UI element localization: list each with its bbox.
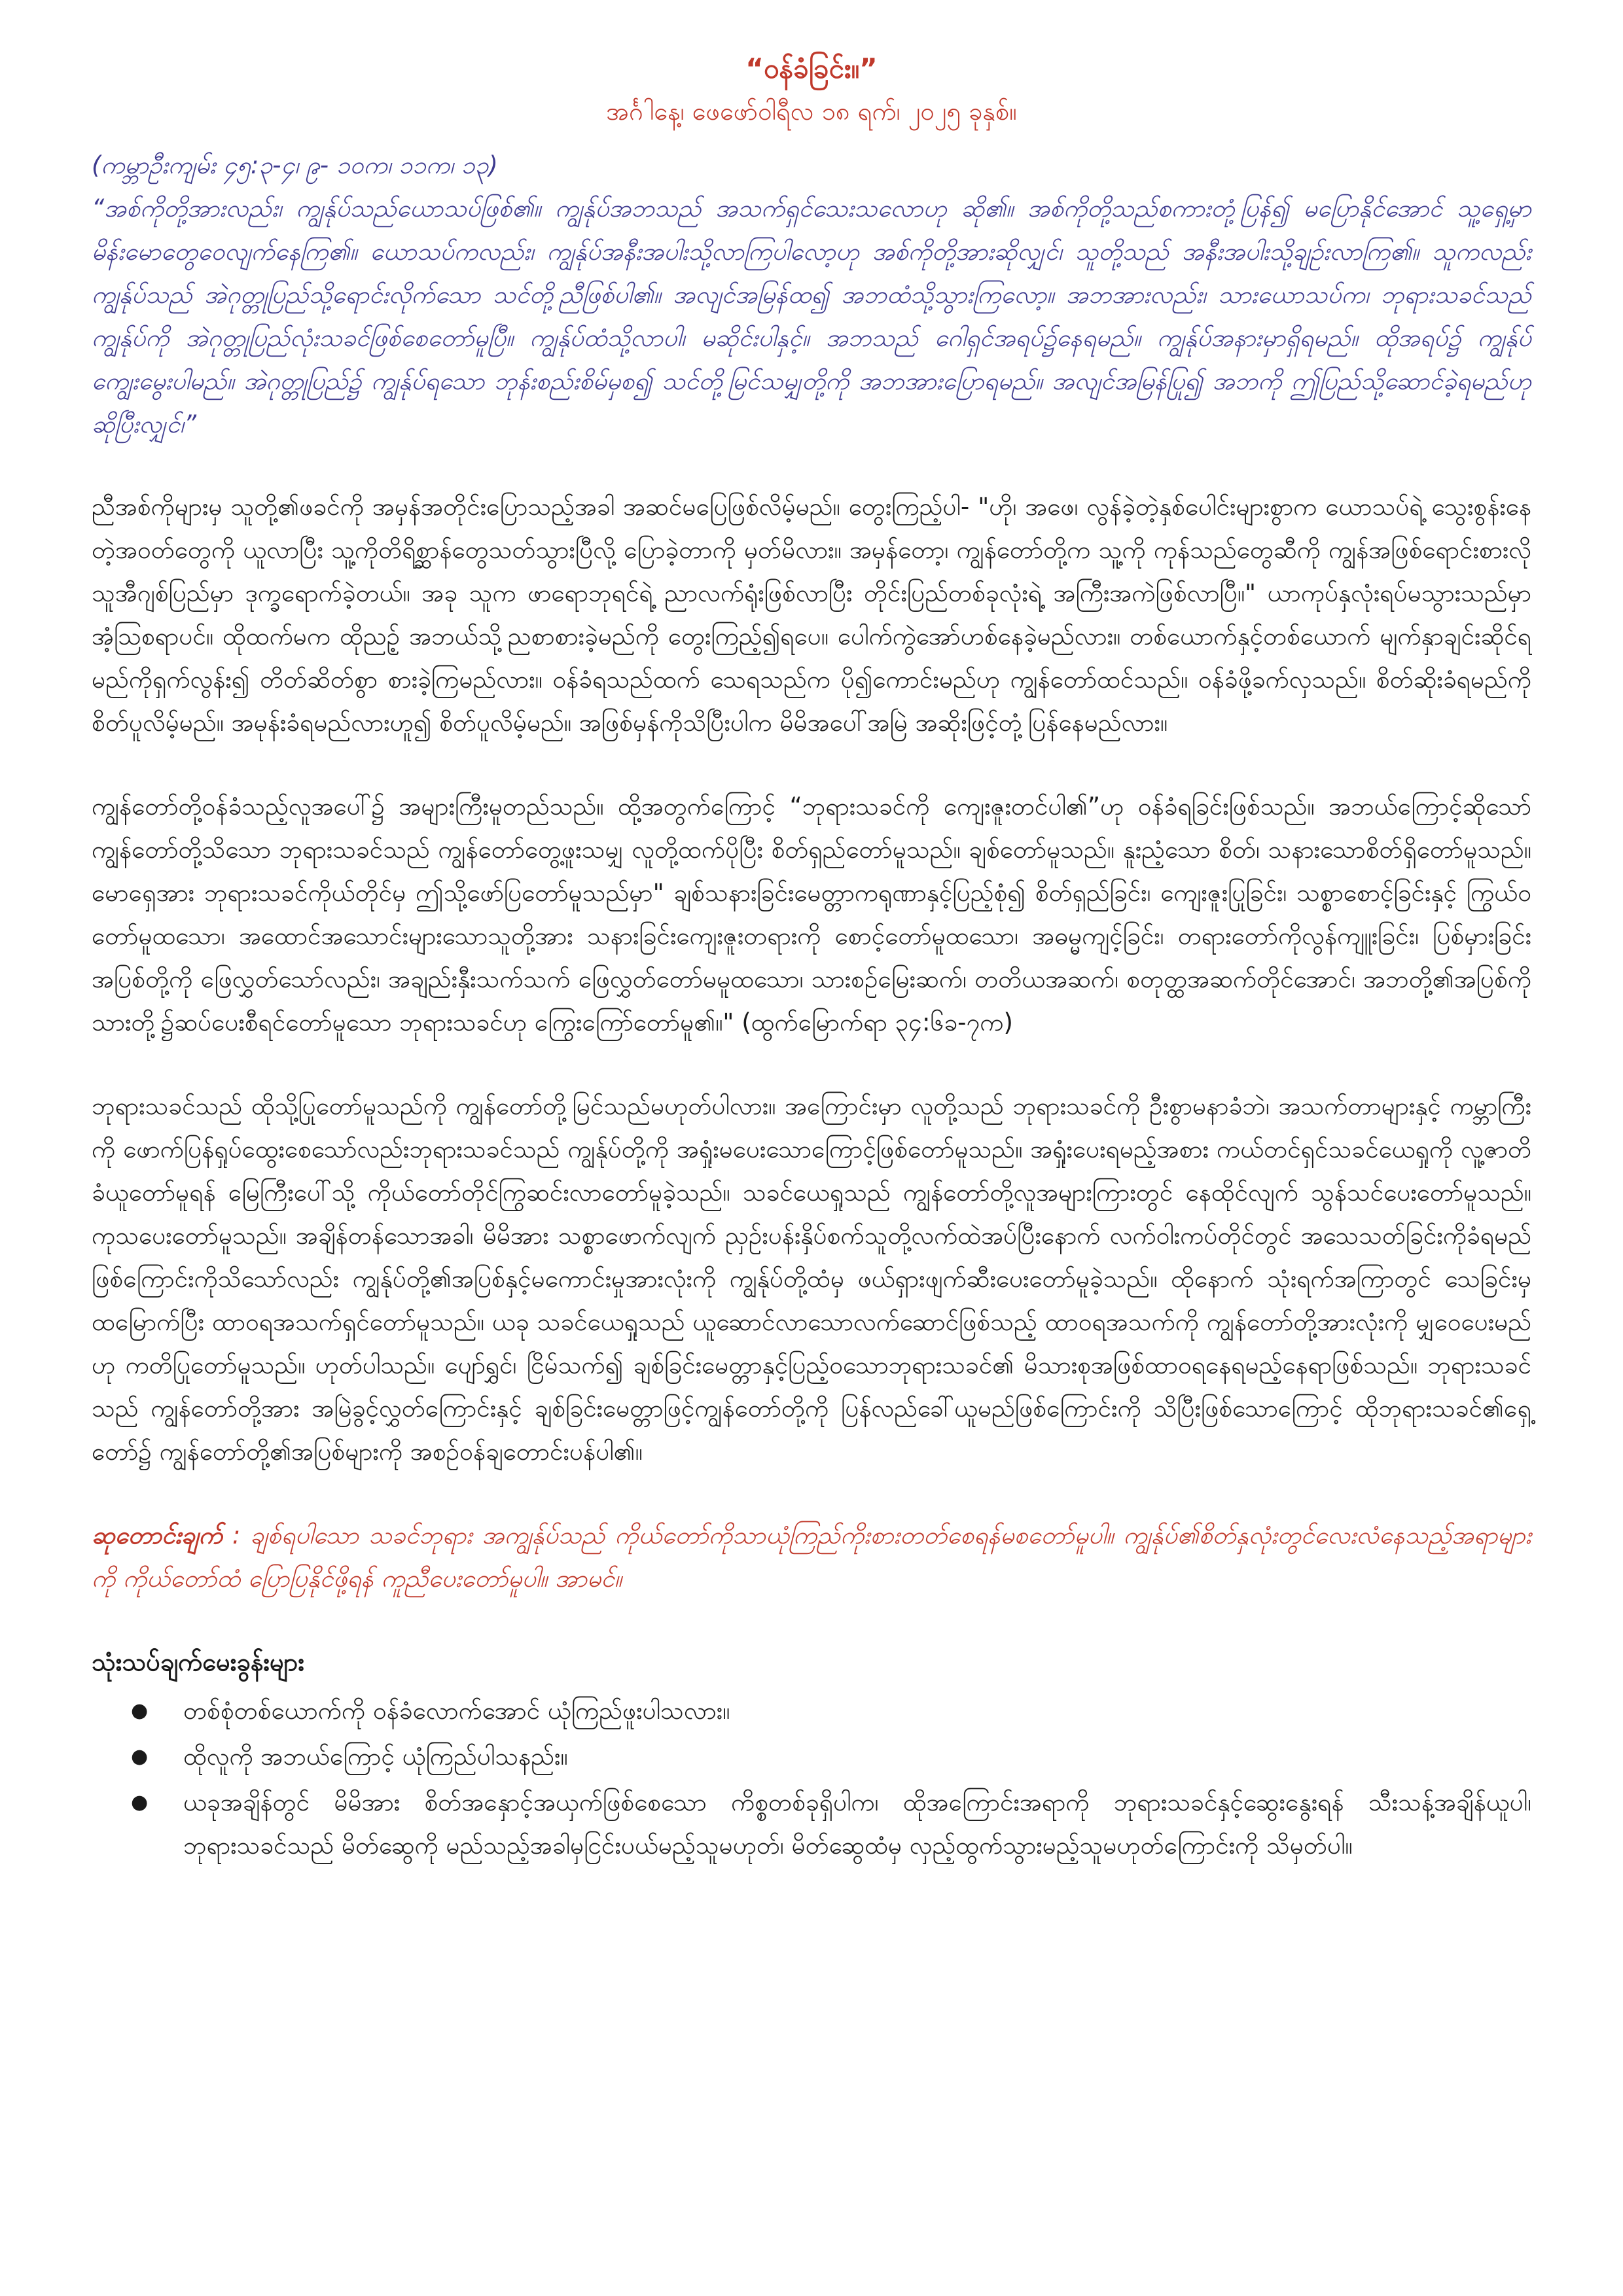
prayer-label: ဆုတောင်းချက် [92,1521,223,1549]
question-text: တစ်စုံတစ်ယောက်ကို ဝန်ခံလောက်အောင် ယုံကြည်ဖူးပါသလား။ [183,1697,730,1725]
body-paragraph-2: ကျွန်တော်တို့ဝန်ခံသည့်လူအပေါ်၌ အများကြီးမူတည်သည်။ ထို့အတွက်ကြောင့် “ဘုရားသခင်ကို ကျေးဇူးတင်ပါ၏”ဟု ဝန်ခံရခြင်းဖြစ်သည်။ အဘယ်ကြောင့်ဆိုသော် ကျွန်တော်တို့သိသော ဘုရားသခင်သည် ကျွန်တော်တွေ့ဖူးသမျှ လူတို့ထက်ပိုပြီး စိတ်ရှည်တော်မူသည်။ ချစ်တော်မူသည်။ နူးညံ့သော စိတ်၊ သနားသောစိတ်ရှိတော်မူသည်။ မောရှေအား ဘုရားသခင်ကိုယ်တိုင်မှ ဤသို့ဖော်ပြတော်မူသည်မှာ" ချစ်သနားခြင်းမေတ္တာကရုဏာနှင့်ပြည့်စုံ၍ စိတ်ရှည်ခြင်း၊ ကျေးဇူးပြုခြင်း၊ သစ္စာစောင့်ခြင်းနှင့် ကြွယ်ဝတော်မူထသော၊ အထောင်အသောင်းများသောသူတို့အား သနားခြင်းကျေးဇူးတရားကို စောင့်တော်မူထသော၊ အဓမ္မကျင့်ခြင်း၊ တရားတော်ကိုလွန်ကျူးခြင်း၊ ပြစ်မှားခြင်းအပြစ်တို့ကို ဖြေလွှတ်သော်လည်း၊ အချည်းနှီးသက်သက် ဖြေလွှတ်တော်မမူထသော၊ သားစဉ်မြေးဆက်၊ တတိယအဆက်၊ စတုတ္ထအဆက်တိုင်အောင်၊ အဘတို့၏အပြစ်ကို သားတို့၌ဆပ်ပေးစီရင်တော်မူသော ဘုရားသခင်ဟု ကြွေးကြော်တော်မူ၏။" (ထွက်မြောက်ရာ ၃၄:၆ခ-၇က) [92,792,1531,1036]
scripture-reference: (ကမ္ဘာဦးကျမ်း ၄၅:၃-၄၊ ၉- ၁၀က၊ ၁၁က၊ ၁၃) [92,151,498,179]
question-item [131,1781,1531,1867]
questions-heading: သုံးသပ်ချက်မေးခွန်းများ [92,1648,305,1676]
question-text: ယခုအချိန်တွင် မိမိအား စိတ်အနှောင့်အယှက်ဖြစ်စေသော ကိစ္စတစ်ခုရှိပါက၊ ထိုအကြောင်းအရာကို ဘုရားသခင်နှင့်ဆွေးနွေးရန် သီးသန့်အချိန်ယူပါ၊ ဘုရားသခင်သည် မိတ်ဆွေကို မည်သည့်အခါမှငြင်းပယ်မည့်သူမဟုတ်၊ မိတ်ဆွေထံမှ လှည့်ထွက်သွားမည့်သူမဟုတ်ကြောင်းကို သိမှတ်ပါ။ [183,1788,1531,1860]
question-text: ထိုလူကို အဘယ်ကြောင့် ယုံကြည်ပါသနည်း။ [183,1742,568,1771]
questions-list [92,1689,1531,1867]
devotional-date: အင်္ဂါနေ့၊ ဖေဖော်ဝါရီလ ၁၈ ရက်၊ ၂၀၂၅ ခုနှစ်။ [606,97,1017,126]
bullet-icon: ● [131,1745,149,1768]
body-paragraph-1: ညီအစ်ကိုများမှ သူတို့၏ဖခင်ကို အမှန်အတိုင်းပြောသည့်အခါ အဆင်မပြေဖြစ်လိမ့်မည်။ တွေးကြည့်ပါ- "ဟို၊ အဖေ၊ လွန်ခဲ့တဲ့နှစ်ပေါင်းများစွာက ယောသပ်ရဲ့ သွေးစွန်းနေတဲ့အဝတ်တွေကို ယူလာပြီး သူ့ကိုတိရိစ္ဆာန်တွေသတ်သွားပြီလို့ ပြောခဲ့တာကို မှတ်မိလား။ အမှန်တော့၊ ကျွန်တော်တို့က သူ့ကို ကုန်သည်တွေဆီကို ကျွန်အဖြစ်ရောင်းစားလို သူအီဂျစ်ပြည်မှာ ဒုက္ခရောက်ခဲ့တယ်။ အခု သူက ဖာရောဘုရင်ရဲ့ ညာလက်ရုံးဖြစ်လာပြီး တိုင်းပြည်တစ်ခုလုံးရဲ့ အကြီးအကဲဖြစ်လာပြီ။" ယာကုပ်နှလုံးရပ်မသွားသည်မှာအံ့ဩစရာပင်။ ထိုထက်မက ထိုညဉ့် အဘယ်သို့ညစာစားခဲ့မည်ကို တွေးကြည့်၍ရပေ။ ပေါက်ကွဲအော်ဟစ်နေခဲ့မည်လား။ တစ်ယောက်နှင့်တစ်ယောက် မျက်နှာချင်းဆိုင်ရမည်ကိုရှက်လွန်း၍ တိတ်ဆိတ်စွာ စားခဲ့ကြမည်လား။ ဝန်ခံရသည်ထက် သေရသည်က ပို၍ကောင်းမည်ဟု ကျွန်တော်ထင်သည်။ ဝန်ခံဖို့ခက်လှသည်။ စိတ်ဆိုးခံရမည်ကို စိတ်ပူလိမ့်မည်။ အမုန်းခံရမည်လားဟူ၍ စိတ်ပူလိမ့်မည်။ အဖြစ်မှန်ကိုသိပြီးပါက မိမိအပေါ်အမြဲ အဆိုးဖြင့်တုံ့ပြန်နေမည်လား။ [92,493,1531,737]
question-item [131,1689,1531,1733]
document-page [92,46,1531,2257]
prayer-text: : ချစ်ရပါသော သခင်ဘုရား အကျွန်ုပ်သည် ကိုယ်တော်ကိုသာယုံကြည်ကိုးစားတတ်စေရန်မစတော်မူပါ။ ကျွန်ုပ်၏စိတ်နှလုံးတွင်လေးလံနေသည့်အရာများကို ကိုယ်တော်ထံ ပြောပြနိုင်ဖို့ရန် ကူညီပေးတော်မူပါ။ အာမင်။ [92,1521,1531,1593]
bullet-icon: ● [131,1791,149,1814]
question-item [131,1735,1531,1778]
body-paragraph-3: ဘုရားသခင်သည် ထိုသို့ပြုတော်မူသည်ကို ကျွန်တော်တို့မြင်သည်မဟုတ်ပါလား။ အကြောင်းမှာ လူတို့သည် ဘုရားသခင်ကို ဦးစွာမနာခံဘဲ၊ အသက်တာများနှင့် ကမ္ဘာကြီးကို ဖောက်ပြန်ရှုပ်ထွေးစေသော်လည်းဘုရားသခင်သည် ကျွန်ုပ်တို့ကို အရှုံးမပေးသောကြောင့်ဖြစ်တော်မူသည်။ အရှုံးပေးရမည့်အစား ကယ်တင်ရှင်သခင်ယေရှုကို လူ့ဇာတိခံယူတော်မူရန် မြေကြီးပေါ်သို့ ကိုယ်တော်တိုင်ကြွဆင်းလာတော်မူခဲ့သည်။ သခင်ယေရှုသည် ကျွန်တော်တို့လူအများကြားတွင် နေထိုင်လျက် သွန်သင်ပေးတော်မူသည်။ ကုသပေးတော်မူသည်။ အချိန်တန်သောအခါ၊ မိမိအား သစ္စာဖောက်လျက် ညှဉ်းပန်းနှိပ်စက်သူတို့လက်ထဲအပ်ပြီးနောက် လက်ဝါးကပ်တိုင်တွင် အသေသတ်ခြင်းကိုခံရမည်ဖြစ်ကြောင်းကိုသိသော်လည်း ကျွန်ုပ်တို့၏အပြစ်နှင့်မကောင်းမှုအားလုံးကို ကျွန်ုပ်တို့ထံမှ ဖယ်ရှားဖျက်ဆီးပေးတော်မူခဲ့သည်။ ထိုနောက် သုံးရက်အကြာတွင် သေခြင်းမှထမြောက်ပြီး ထာဝရအသက်ရှင်တော်မူသည်။ ယခု သခင်ယေရှုသည် ယူဆောင်လာသောလက်ဆောင်ဖြစ်သည့် ထာဝရအသက်ကို ကျွန်တော်တို့အားလုံးကို မျှဝေပေးမည်ဟု ကတိပြုတော်မူသည်။ ဟုတ်ပါသည်။ ပျော်ရွှင်၊ ငြိမ်သက်၍ ချစ်ခြင်းမေတ္တာနှင့်ပြည့်ဝသောဘုရားသခင်၏ မိသားစုအဖြစ်ထာဝရနေရမည့်နေရာဖြစ်သည်။ ဘုရားသခင်သည် ကျွန်တော်တို့အား အမြဲခွင့်လွှတ်ကြောင်းနှင့် ချစ်ခြင်းမေတ္တာဖြင့်ကျွန်တော်တို့ကို ပြန်လည်ခေါ်ယူမည်ဖြစ်ကြောင်းကို သိပြီးဖြစ်သောကြောင့် ထိုဘုရားသခင်၏ရှေ့တော်၌ ကျွန်တော်တို့၏အပြစ်များကို အစဉ်ဝန်ချတောင်းပန်ပါ၏။ [92,1092,1531,1466]
scripture-text: “အစ်ကိုတို့အားလည်း၊ ကျွန်ုပ်သည်ယောသပ်ဖြစ်၏။ ကျွန်ုပ်အဘသည် အသက်ရှင်သေးသလောဟု ဆို၏။ အစ်ကိုတို့သည်စကားတုံ့ပြန်၍ မပြောနိုင်အောင် သူ့ရှေ့မှာ မိန်းမောတွေဝေလျက်နေကြ၏။ ယောသပ်ကလည်း၊ ကျွန်ုပ်အနီးအပါးသို့လာကြပါလော့ဟု အစ်ကိုတို့အားဆိုလျှင်၊ သူတို့သည် အနီးအပါးသို့ချဉ်းလာကြ၏။ သူကလည်းကျွန်ုပ်သည် အဲဂုတ္တုပြည်သို့ရောင်းလိုက်သော သင်တို့ညီဖြစ်ပါ၏။ အလျင်အမြန်ထ၍ အဘထံသို့သွားကြလော့။ အဘအားလည်း၊ သားယောသပ်က၊ ဘုရားသခင်သည် ကျွန်ုပ်ကို အဲဂုတ္တုပြည်လုံးသခင်ဖြစ်စေတော်မူပြီ။ ကျွန်ုပ်ထံသို့လာပါ၊ မဆိုင်းပါနှင့်။ အဘသည် ဂေါရှင်အရပ်၌နေရမည်။ ကျွန်ုပ်အနားမှာရှိရမည်။ ထိုအရပ်၌ ကျွန်ုပ်ကျွေးမွေးပါမည်။ အဲဂုတ္တုပြည်၌ ကျွန်ုပ်ရသော ဘုန်းစည်းစိမ်မှစ၍ သင်တို့မြင်သမျှတို့ကို အဘအားပြောရမည်။ အလျင်အမြန်ပြု၍ အဘကို ဤပြည်သို့ဆောင်ခဲ့ရမည်ဟု ဆိုပြီးလျှင်၊” [92,194,1531,438]
prayer-block [92,1514,1531,1600]
devotional-title: “ဝန်ခံခြင်း။” [745,52,878,84]
bullet-icon: ● [131,1699,149,1722]
